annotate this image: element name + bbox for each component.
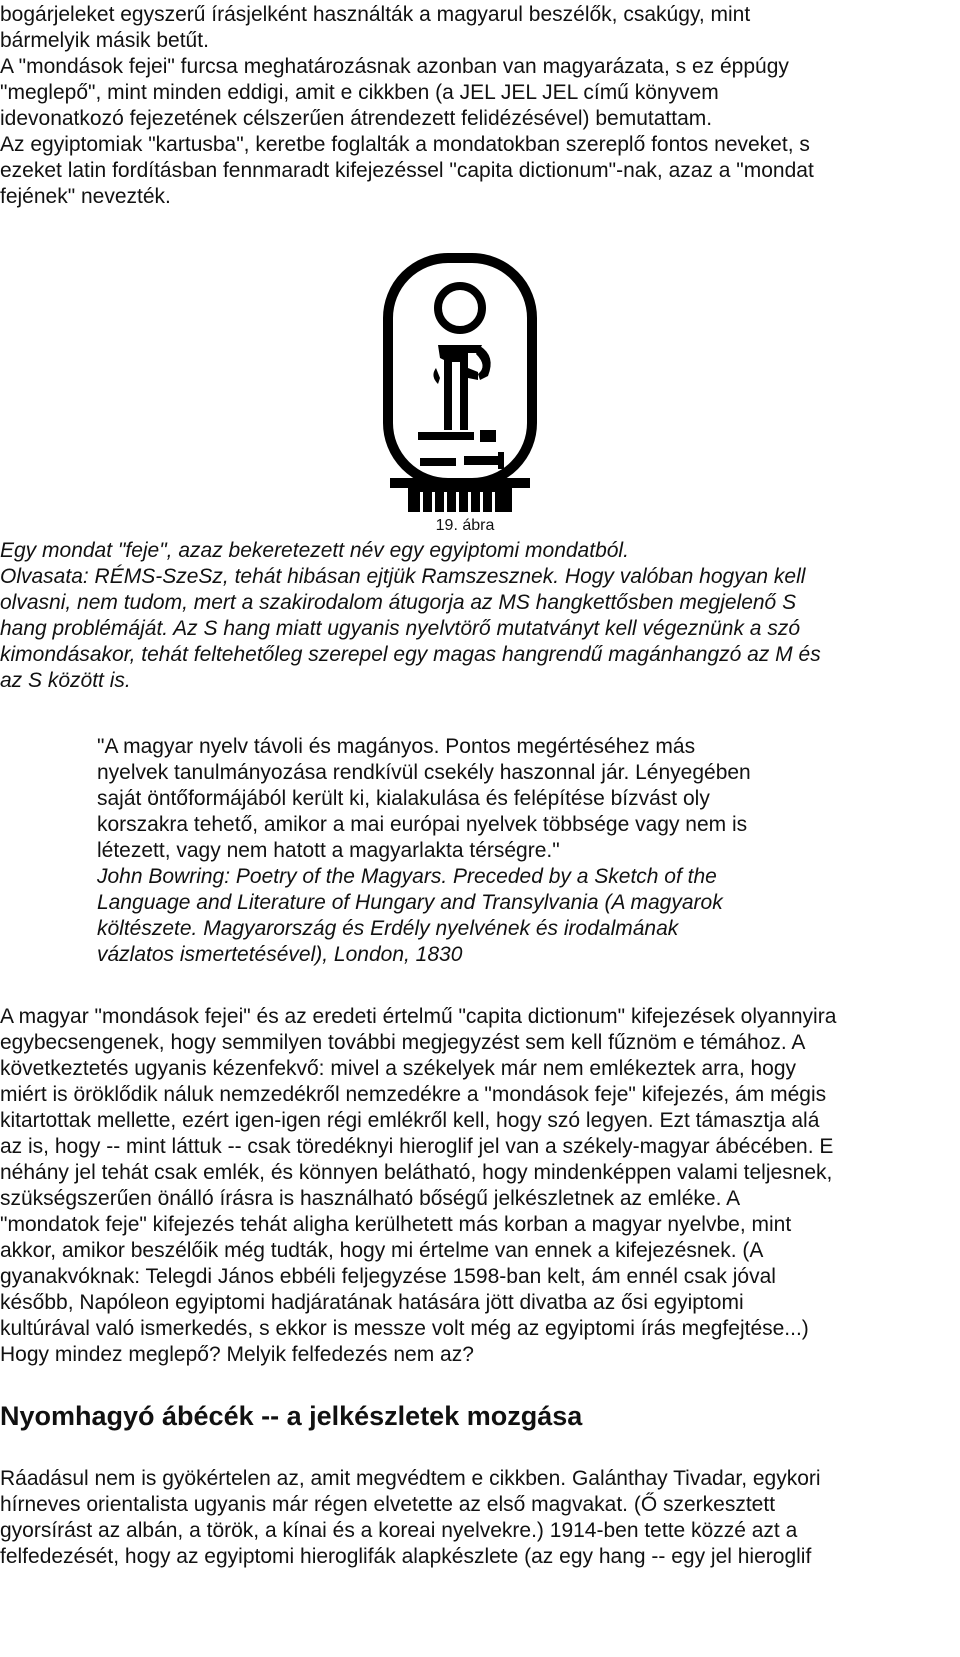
text-line: bármelyik másik betűt. bbox=[0, 29, 209, 52]
intro-paragraph bbox=[0, 2, 960, 210]
cartouche-hieroglyph-image bbox=[380, 250, 540, 518]
text-line: kimondásakor, tehát feltehetőleg szerepel egy magas hangrendű magánhangzó az M és bbox=[0, 643, 821, 666]
text-line: olvasni, nem tudom, mert a szakirodalom átugorja az MS hangkettősben megjelenő S bbox=[0, 591, 797, 614]
text-line: saját öntőformájából került ki, kialakulása és felépítése bízvást oly bbox=[97, 787, 710, 810]
text-line: az is, hogy -- mint láttuk -- csak töredéknyi hieroglif jel van a székely-magyar ábécében. E bbox=[0, 1135, 834, 1158]
text-line: fejének" nevezték. bbox=[0, 185, 171, 208]
sun-disc-icon bbox=[438, 286, 482, 330]
text-line: Language and Literature of Hungary and Transylvania (A magyarok bbox=[97, 891, 723, 914]
figure-caption bbox=[0, 538, 960, 694]
quote-citation bbox=[97, 864, 947, 968]
text-line: ezeket latin fordításban fennmaradt kifejezéssel "capita dictionum"-nak, azaz a "mondat bbox=[0, 159, 814, 182]
text-line: hang problémáját. Az S hang miatt ugyanis nyelvtörő mutatványt kell végeznünk a szó bbox=[0, 617, 800, 640]
text-line: korszakra tehető, amikor a mai európai nyelvek többsége vagy nem is bbox=[97, 813, 748, 836]
text-line: kitartottak mellette, ezért igen-igen régi emlékről kell, hogy szó legyen. Ezt támasztja alá bbox=[0, 1109, 820, 1132]
text-line: Az egyiptomiak "kartusba", keretbe foglalták a mondatokban szereplő fontos neveket, s bbox=[0, 133, 810, 156]
text-line: szükségszerűen önálló írásra is használható bőségű jelkészletnek az emléke. A bbox=[0, 1187, 741, 1210]
text-line: vázlatos ismertetésével), London, 1830 bbox=[97, 943, 463, 966]
text-line: hírneves orientalista ugyanis már régen elvetette az első magvakat. (Ő szerkesztett bbox=[0, 1493, 776, 1516]
text-line: felfedezését, hogy az egyiptomi hieroglifák alapkészlete (az egy hang -- egy jel hieroglif bbox=[0, 1545, 812, 1568]
text-line: gyanakvóknak: Telegdi János ebbéli feljegyzése 1598-ban kelt, ám ennél csak jóval bbox=[0, 1265, 776, 1288]
text-line: néhány jel tehát csak emlék, és könnyen belátható, hogy mindenképpen valami teljesnek, bbox=[0, 1161, 833, 1184]
text-line: következtetés ugyanis kézenfekvő: mivel a székelyek már nem emlékeztek arra, hogy bbox=[0, 1057, 797, 1080]
text-line: egybecsengenek, hogy semmilyen további megjegyzést sem kell fűznöm e témához. A bbox=[0, 1031, 806, 1054]
section-heading: Nyomhagyó ábécék -- a jelkészletek mozgása bbox=[0, 1401, 583, 1431]
section-paragraph bbox=[0, 1466, 960, 1570]
text-line: Olvasata: RÉMS-SzeSz, tehát hibásan ejtjük Ramszesznek. Hogy valóban hogyan kell bbox=[0, 565, 806, 588]
text-line: John Bowring: Poetry of the Magyars. Preceded by a Sketch of the bbox=[97, 865, 717, 888]
text-line: kultúrával való ismerkedés, s ekkor is messze volt még az egyiptomi írás megfejtése...) bbox=[0, 1317, 809, 1340]
text-line: miért is öröklődik náluk nemzedékről nemzedékre a "mondások feje" kifejezés, ám mégis bbox=[0, 1083, 827, 1106]
quote-block bbox=[97, 734, 947, 864]
text-line: az S között is. bbox=[0, 669, 131, 692]
hieroglyph-glyphs-icon bbox=[418, 345, 504, 469]
text-line: gyorsírást az albán, a török, a kínai és a koreai nyelvekre.) 1914-ben tette közzé azt a bbox=[0, 1519, 798, 1542]
figure-number: 19. ábra bbox=[435, 517, 495, 534]
text-line: később, Napóleon egyiptomi hadjáratának hatására jött divatba az ősi egyiptomi bbox=[0, 1291, 744, 1314]
body-paragraph bbox=[0, 1004, 960, 1368]
text-line: A "mondások fejei" furcsa meghatározásnak azonban van magyarázata, s ez éppúgy bbox=[0, 55, 789, 78]
text-line: Hogy mindez meglepő? Melyik felfedezés nem az? bbox=[0, 1343, 474, 1366]
text-line: Ráadásul nem is gyökértelen az, amit megvédtem e cikkben. Galánthay Tivadar, egykori bbox=[0, 1467, 821, 1490]
text-line: A magyar "mondások fejei" és az eredeti értelmű "capita dictionum" kifejezések olyannyira bbox=[0, 1005, 837, 1028]
text-line: nyelvek tanulmányozása rendkívül csekély haszonnal jár. Lényegében bbox=[97, 761, 751, 784]
text-line: költészete. Magyarország és Erdély nyelvének és irodalmának bbox=[97, 917, 679, 940]
text-line: "A magyar nyelv távoli és magányos. Pontos megértéséhez más bbox=[97, 735, 696, 758]
text-line: akkor, amikor beszélőik még tudták, hogy mi értelme van ennek a kifejezésnek. (A bbox=[0, 1239, 764, 1262]
text-line: idevonatkozó fejezetének célszerűen átrendezett felidézésével) bemutattam. bbox=[0, 107, 713, 130]
text-line: "meglepő", mint minden eddigi, amit e cikkben (a JEL JEL JEL című könyvem bbox=[0, 81, 719, 104]
text-line: bogárjeleket egyszerű írásjelként használták a magyarul beszélők, csakúgy, mint bbox=[0, 3, 751, 26]
text-line: Egy mondat "feje", azaz bekeretezett név egy egyiptomi mondatból. bbox=[0, 539, 629, 562]
text-line: létezett, vagy nem hatott a magyarlakta térségre." bbox=[97, 839, 560, 862]
text-line: "mondatok feje" kifejezés tehát aligha kerülhetett más korban a magyar nyelvbe, mint bbox=[0, 1213, 792, 1236]
